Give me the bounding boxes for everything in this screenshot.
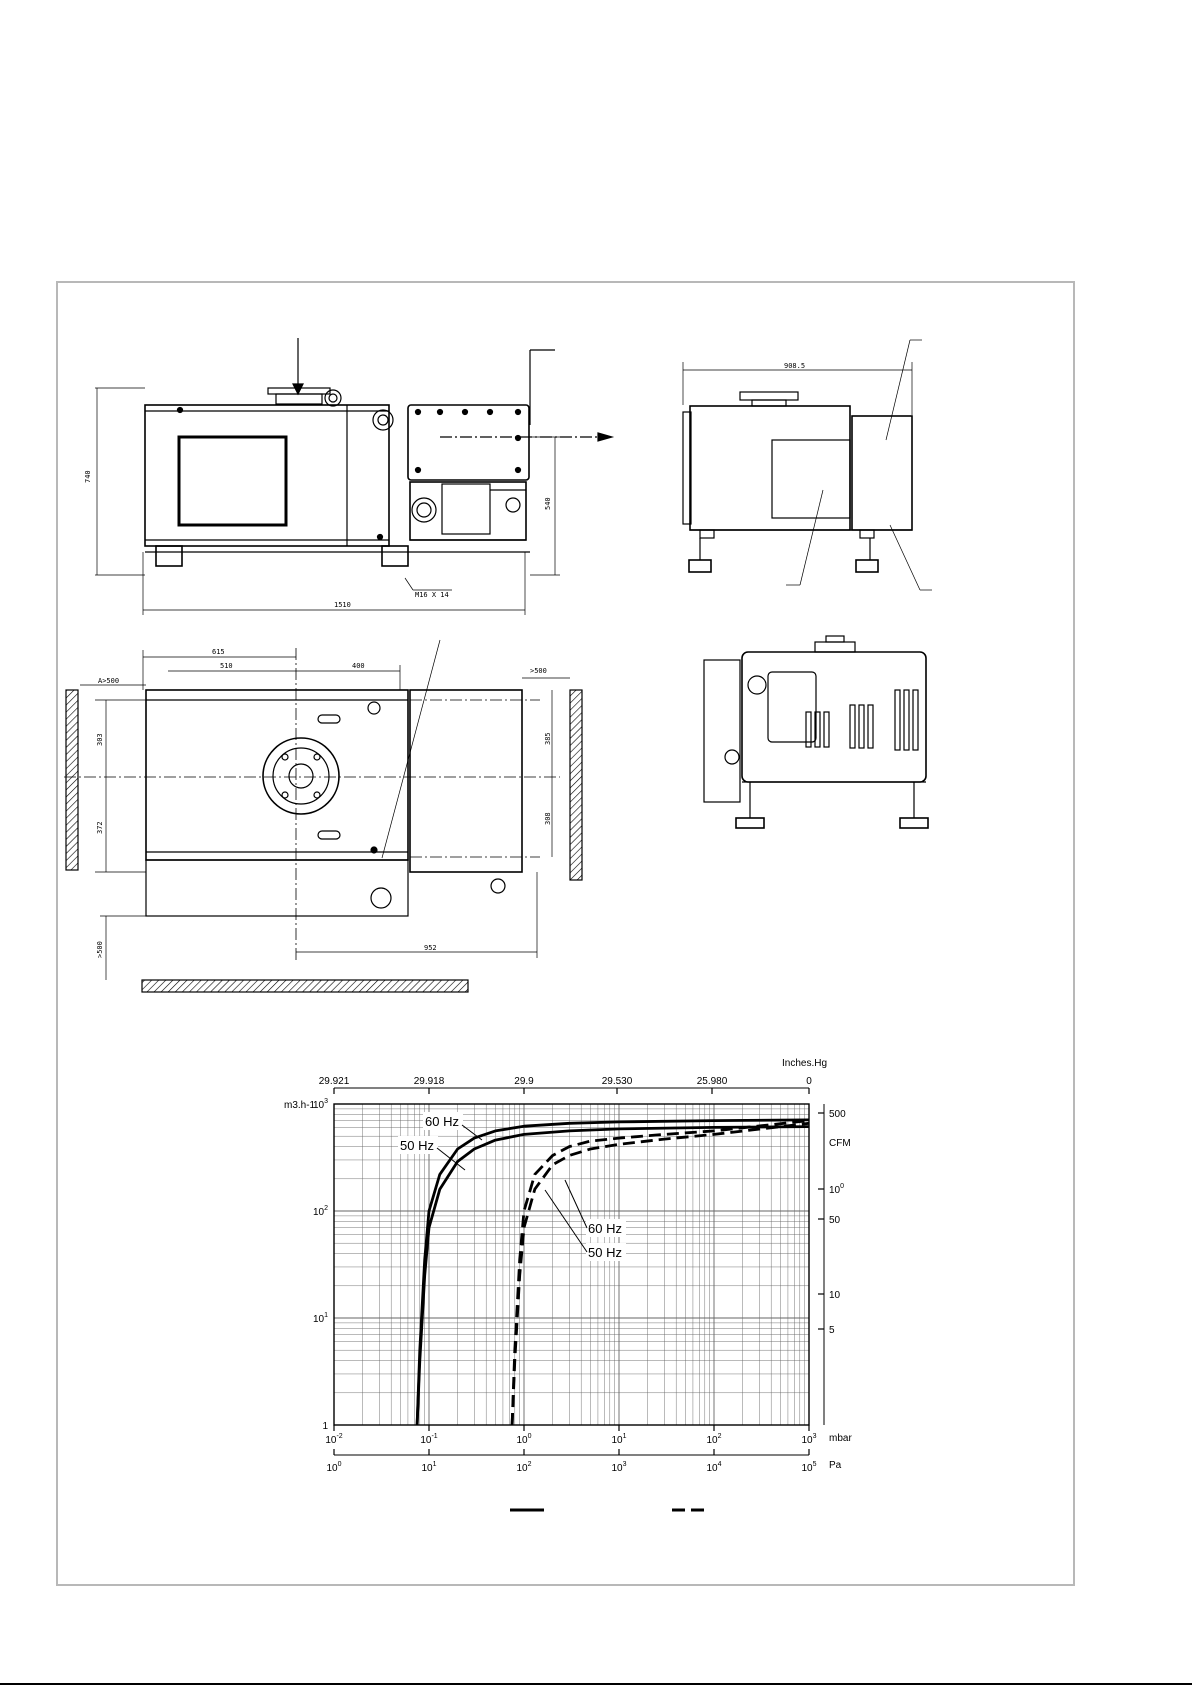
inhg-tick-label: 25.980 bbox=[696, 1076, 728, 1087]
front-view bbox=[95, 338, 612, 615]
cfm-tick-label: $10^0$ bbox=[829, 1183, 845, 1196]
dim-front-height: 740 bbox=[84, 470, 92, 483]
series-solid-50hz bbox=[417, 1127, 809, 1425]
dim-outlet-height: 540 bbox=[544, 497, 552, 510]
cfm-tick-label: 500 bbox=[829, 1109, 846, 1120]
dim-308: 308 bbox=[544, 812, 552, 825]
inhg-tick-label: 29.9 bbox=[514, 1076, 534, 1087]
cfm-tick-label: 5 bbox=[829, 1325, 835, 1336]
dim-side-width: 908.5 bbox=[784, 362, 806, 370]
curve-label-solid-60hz: 60 Hz bbox=[425, 1114, 459, 1129]
m3h-tick-label: $10^3$ bbox=[312, 1098, 328, 1111]
rear-view bbox=[704, 636, 928, 828]
top-view bbox=[64, 640, 582, 992]
curve-label-solid-50hz: 50 Hz bbox=[400, 1138, 434, 1153]
series-dashed-50hz bbox=[512, 1123, 809, 1425]
dim-372: 372 bbox=[96, 821, 104, 834]
dim-303: 303 bbox=[96, 733, 104, 746]
mbar-tick-label: $10^2$ bbox=[706, 1433, 722, 1446]
curve-label-dashed-50hz: 50 Hz bbox=[588, 1245, 622, 1260]
pa-tick-label: $10^2$ bbox=[516, 1461, 532, 1474]
axis-label-inches-hg: Inches.Hg bbox=[782, 1058, 828, 1069]
dim-615: 615 bbox=[212, 648, 225, 656]
mbar-tick-label: $10^1$ bbox=[611, 1433, 627, 1446]
dim-510: 510 bbox=[220, 662, 233, 670]
m3h-tick-label: $10^2$ bbox=[312, 1205, 328, 1218]
pa-tick-label: $10^0$ bbox=[326, 1461, 342, 1474]
inhg-tick-label: 29.921 bbox=[318, 1076, 350, 1087]
dim-clear-right: >500 bbox=[530, 667, 547, 675]
inhg-tick-label: 29.530 bbox=[601, 1076, 633, 1087]
mbar-tick-label: $10^0$ bbox=[516, 1433, 532, 1446]
dim-foot-thread: M16 X 14 bbox=[415, 591, 449, 599]
chart-series bbox=[417, 1120, 809, 1425]
dim-400: 400 bbox=[352, 662, 365, 670]
mbar-tick-label: $10^{-1}$ bbox=[420, 1433, 438, 1446]
axis-label-pa: Pa bbox=[829, 1460, 842, 1471]
axis-label-m3h: m3.h-1 bbox=[284, 1100, 316, 1111]
dim-clear-left: A>500 bbox=[98, 677, 120, 685]
pumping-speed-chart bbox=[284, 1058, 852, 1510]
m3h-tick-label: 1 bbox=[322, 1421, 328, 1432]
pa-tick-label: $10^3$ bbox=[611, 1461, 627, 1474]
mbar-tick-label: $10^3$ bbox=[801, 1433, 817, 1446]
side-view bbox=[683, 340, 932, 590]
series-solid-60hz bbox=[417, 1120, 809, 1425]
dim-front-length: 1510 bbox=[334, 601, 351, 609]
cfm-tick-label: 10 bbox=[829, 1290, 841, 1301]
dim-385: 385 bbox=[544, 732, 552, 745]
chart-ticks bbox=[313, 1076, 846, 1474]
dim-clear-bottom: >500 bbox=[96, 941, 104, 958]
m3h-tick-label: $10^1$ bbox=[312, 1312, 328, 1325]
pa-tick-label: $10^5$ bbox=[801, 1461, 817, 1474]
inhg-tick-label: 0 bbox=[806, 1076, 812, 1087]
series-dashed-60hz bbox=[512, 1121, 809, 1425]
pa-tick-label: $10^1$ bbox=[421, 1461, 437, 1474]
mbar-tick-label: $10^{-2}$ bbox=[325, 1433, 343, 1446]
inhg-tick-label: 29.918 bbox=[413, 1076, 445, 1087]
cfm-tick-label: 50 bbox=[829, 1215, 841, 1226]
dim-952: 952 bbox=[424, 944, 437, 952]
axis-label-mbar: mbar bbox=[829, 1433, 852, 1444]
axis-label-cfm: CFM bbox=[829, 1138, 851, 1149]
curve-label-dashed-60hz: 60 Hz bbox=[588, 1221, 622, 1236]
pa-tick-label: $10^4$ bbox=[706, 1461, 722, 1474]
